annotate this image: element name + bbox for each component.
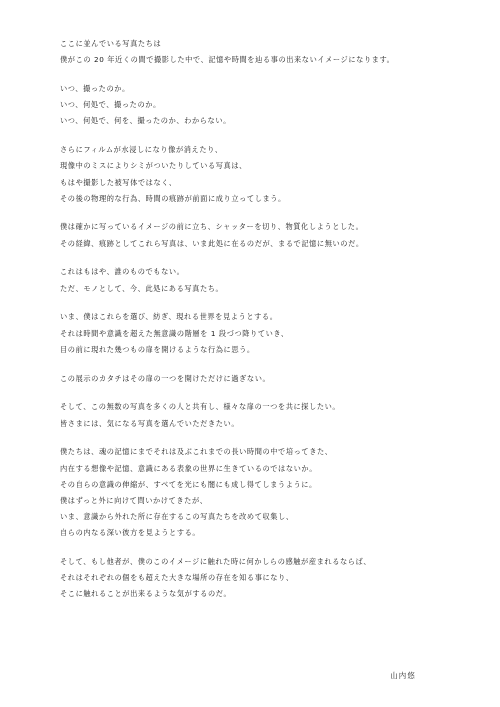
text-line: それはそれぞれの個をも超えた大きな場所の存在を知る事になり、 [60,573,294,583]
text-line: いつ、撮ったのか。 [60,83,130,93]
text-line: 内在する想像や記憶、意識にある表象の世界に生きているのではないか。 [60,463,317,473]
text-line: ここに並んでいる写真たちは [60,39,162,48]
text-line: 目の前に現れた幾つもの扉を開けるような行為に思う。 [60,344,255,354]
text-line: そして、この無数の写真を多くの人と共有し、様々な扉の一つを共に探したい。 [60,402,341,412]
text-line: 僕がこの 20 年近くの間で撮影した中で、記憶や時間を辿る事の出来ないイメージになります。 [60,55,395,65]
paragraph-7 [60,371,460,387]
text-line: 皆さまには、気になる写真を選んでいただきたい。 [60,418,240,428]
paragraph-3 [60,142,460,207]
text-line: もはや撮影した被写体ではなく、 [60,177,177,187]
paragraph-10 [60,554,460,603]
paragraph-9 [60,444,460,541]
text-line: いま、僕はこれらを選び、紡ぎ、現れる世界を見ようとする。 [60,312,278,322]
text-line: この展示のカタチはその扉の一つを開けただけに過ぎない。 [60,373,271,383]
text-line: その経緯、痕跡としてこれら写真は、いま此処に在るのだが、まるで記憶に無いのだ。 [60,238,364,248]
text-line: 自らの内なる深い彼方を見ようとする。 [60,528,201,538]
paragraph-4 [60,219,460,251]
text-line: それは時間や意識を超えた無意識の階層を 1 段づつ降りていき、 [60,328,289,338]
text-line: 現像中のミスによりシミがついたりしている写真は、 [60,161,247,171]
paragraph-2 [60,81,460,130]
author-signature: 山内悠 [390,671,416,680]
text-line: さらにフィルムが水浸しになり像が消えたり、 [60,145,223,155]
text-line: その後の物理的な行為、時間の痕跡が前面に成り立ってしまう。 [60,193,286,203]
text-line: これはもはや、誰のものでもない。 [60,267,185,277]
text-line: そこに触れることが出来るような気がするのだ。 [60,589,232,599]
text-line: 僕は確かに写っているイメージの前に立ち、シャッターを切り、物質化しようとした。 [60,222,364,232]
text-line: その自らの意識の伸縮が、すべてを光にも闇にも成し得てしまうように。 [60,479,317,489]
text-line: いま、意識から外れた所に存在するこの写真たちを改めて収集し、 [60,512,294,522]
paragraph-8 [60,399,460,431]
text-line: いつ、何処で、撮ったのか。 [60,100,161,110]
statement-text [60,36,460,615]
text-line: 僕たちは、魂の記憶にまでそれは及ぶこれまでの長い時間の中で培ってきた、 [60,447,333,457]
text-line: いつ、何処で、何を、撮ったのか、わからない。 [60,116,231,126]
paragraph-1 [60,36,460,68]
text-line: 僕はずっと外に向けて問いかけてきたが、 [60,495,208,505]
text-line: そして、もし他者が、僕のこのイメージに触れた時に何かしらの感触が産まれるならば、 [60,557,372,567]
paragraph-5 [60,264,460,296]
paragraph-6 [60,309,460,358]
text-line: ただ、モノとして、今、此処にある写真たち。 [60,283,224,293]
